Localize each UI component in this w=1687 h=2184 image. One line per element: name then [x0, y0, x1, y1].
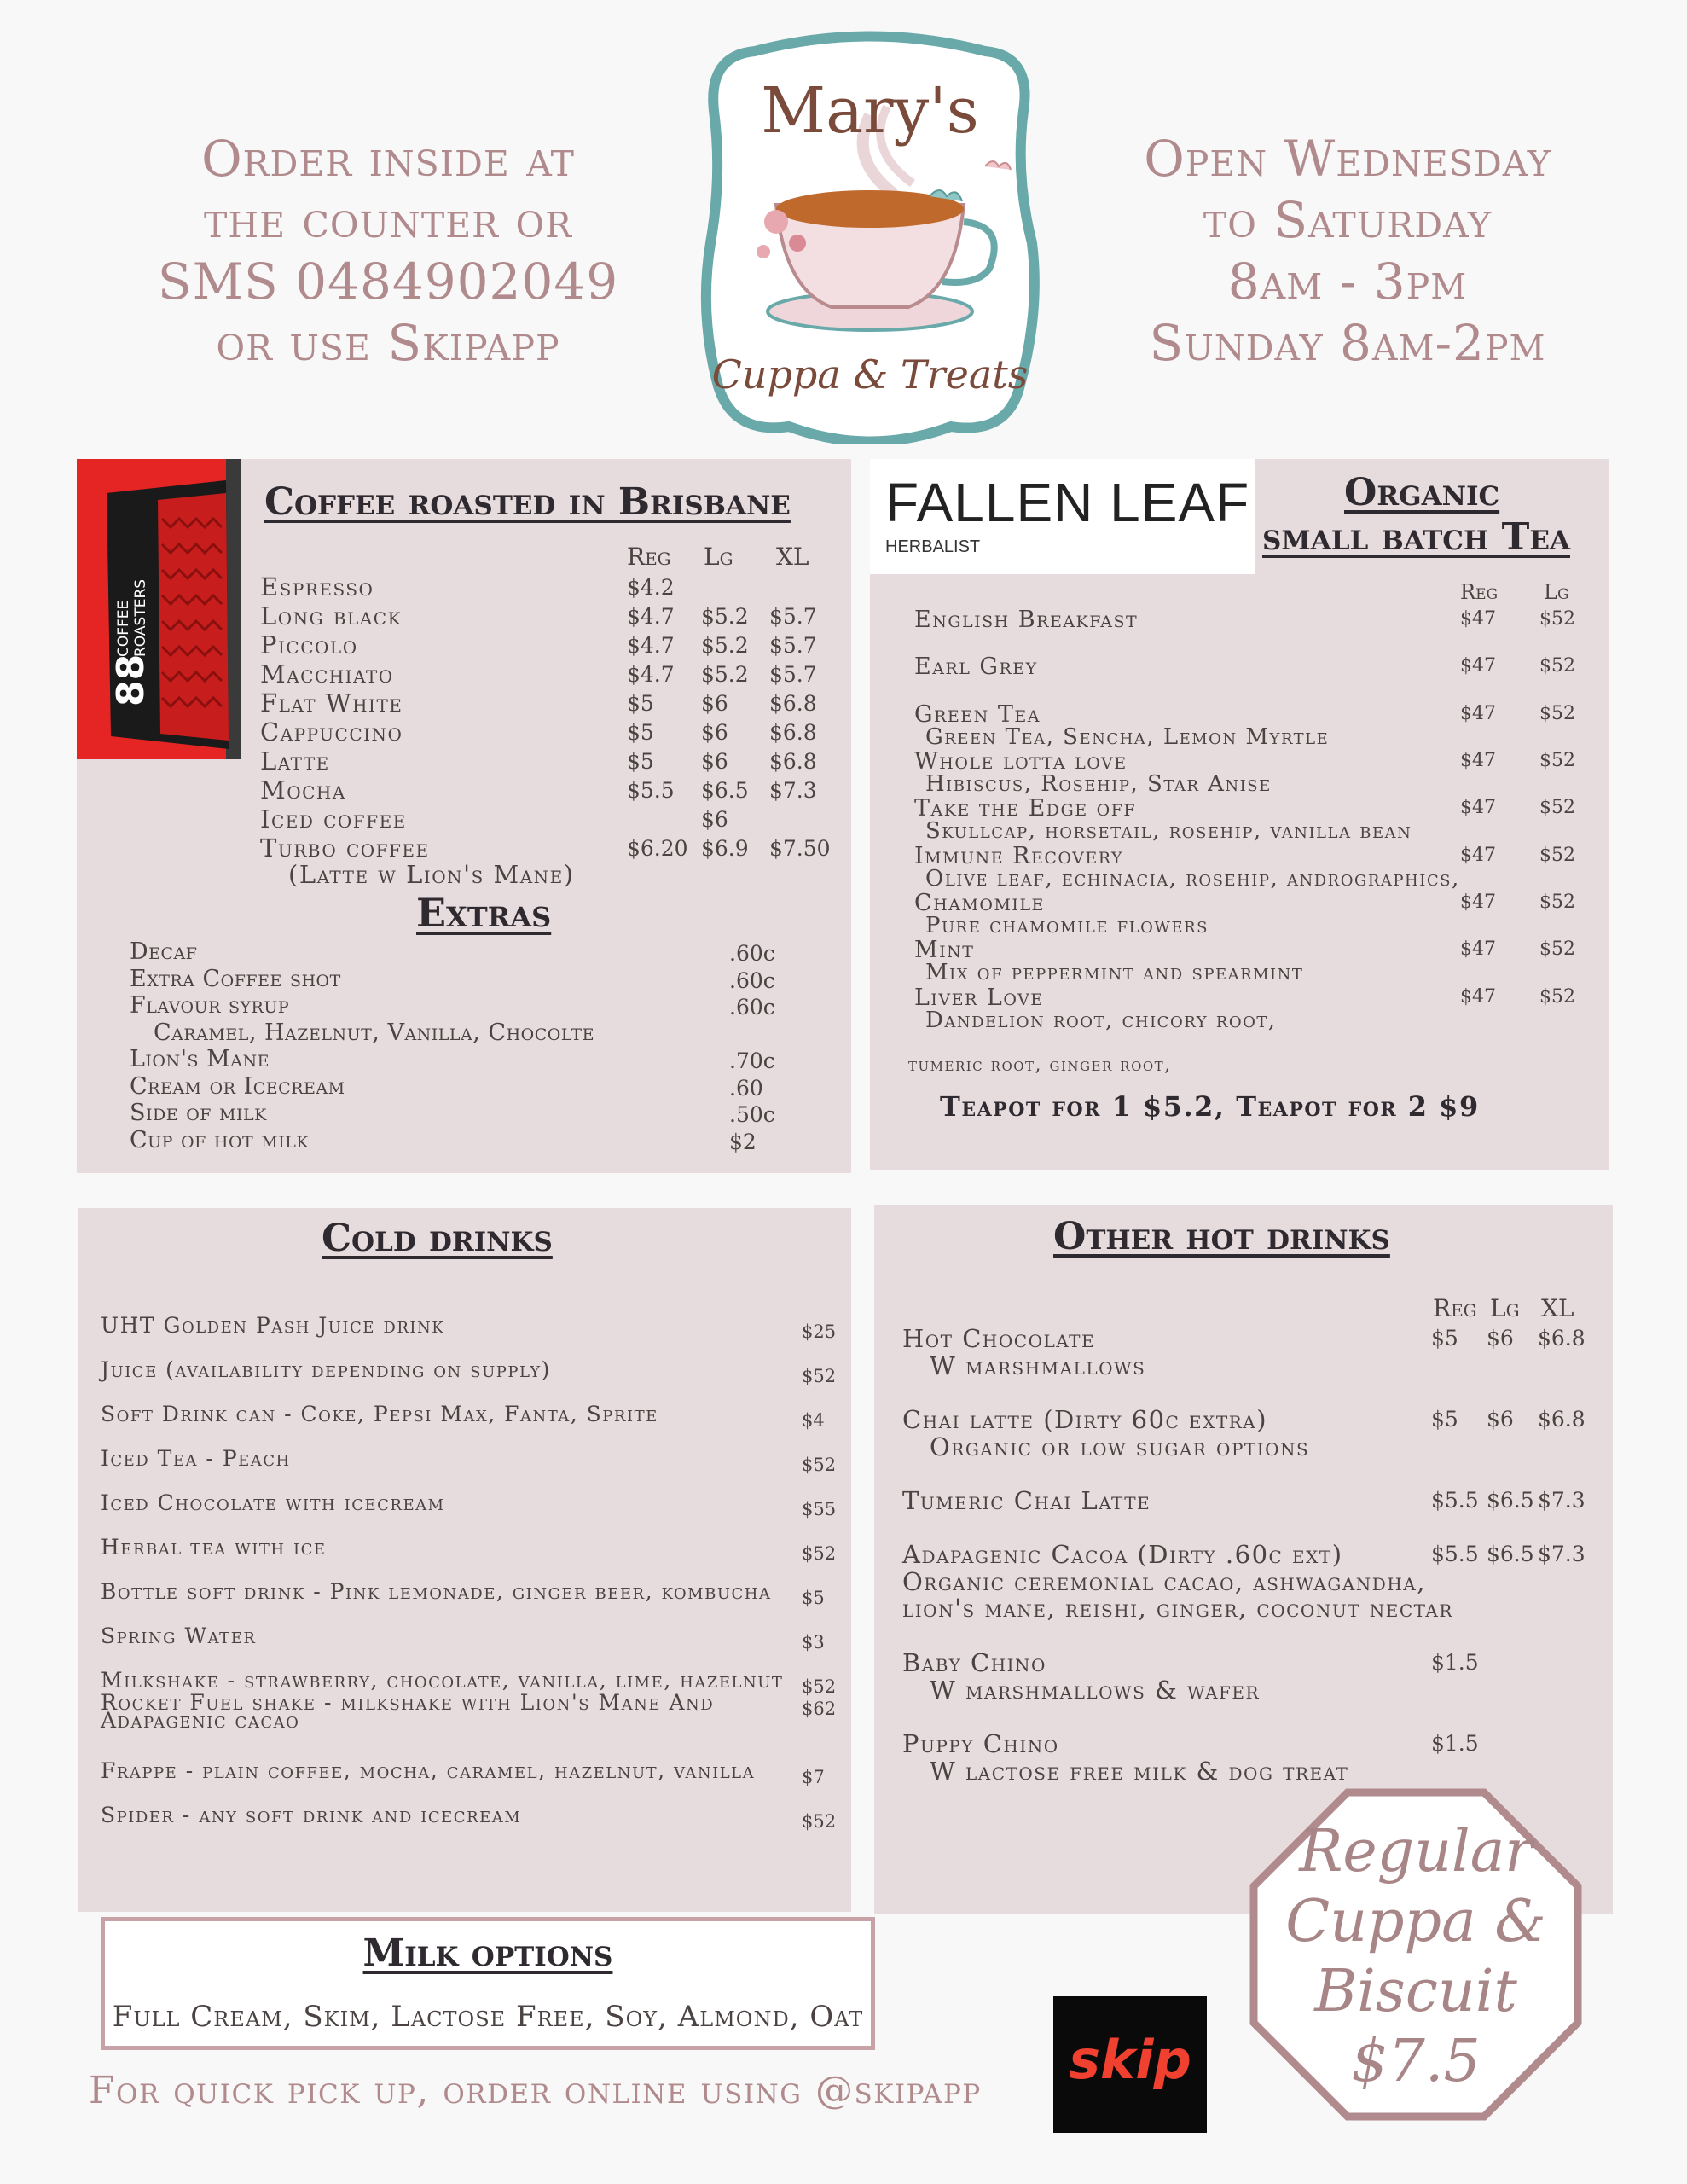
footer-skipapp: For quick pick up, order online using @skipapp	[89, 2069, 982, 2112]
hot-price-xl: $6.8	[1538, 1407, 1586, 1432]
tea-item-note: Dandelion root, chicory root,	[925, 1008, 1277, 1033]
col-xl: XL	[776, 543, 809, 571]
coffee-item-name: Iced coffee	[260, 804, 407, 834]
tea-price-reg: $47	[1460, 608, 1496, 630]
hours-line: to Saturday	[1203, 191, 1493, 249]
coffee-bag-image	[77, 459, 241, 759]
extras-price: .70c	[729, 1048, 775, 1073]
extras-price: .50c	[729, 1102, 775, 1127]
tea-price-lg: $52	[1539, 655, 1575, 677]
tea-price-lg: $52	[1539, 845, 1575, 866]
cold-item-price: $55	[802, 1499, 837, 1519]
bag-number: 88	[109, 653, 153, 706]
bag-word: COFFEE	[115, 600, 132, 657]
extras-item: Caramel, Hazelnut, Vanilla, Chocolte	[154, 1019, 594, 1046]
cacao-note: Organic ceremonial cacao, ashwagandha,	[902, 1567, 1426, 1596]
extras-item: Side of milk	[130, 1100, 267, 1126]
col-reg: Reg	[1433, 1294, 1477, 1322]
cold-item-name: Iced Chocolate with icecream	[101, 1490, 445, 1515]
tea-price-lg: $52	[1539, 938, 1575, 960]
cold-item-price: $52	[802, 1366, 837, 1386]
tea-item-name: Take the Edge off	[914, 795, 1137, 822]
hot-price-lg: $6	[1487, 1326, 1514, 1350]
order-info	[115, 128, 661, 374]
turbo-note: (Latte w Lion's Mane)	[288, 860, 575, 889]
teapot-price: Teapot for 1 $5.2, Teapot for 2 $9	[940, 1090, 1480, 1123]
opening-hours	[1075, 128, 1620, 374]
tea-item-note: Mix of peppermint and spearmint	[925, 960, 1304, 985]
tea-item-name: Green Tea	[914, 701, 1041, 728]
cold-item-price: $25	[802, 1321, 837, 1342]
coffee-price-reg: $4.7	[627, 604, 675, 629]
badge-line: Biscuit	[1314, 1958, 1517, 2025]
coffee-price-xl: $7.50	[769, 836, 831, 861]
extras-item: Extra Coffee shot	[130, 965, 341, 992]
hot-price-reg: $1.5	[1431, 1650, 1479, 1675]
badge-line: Regular	[1299, 1818, 1533, 1885]
coffee-item-name: Espresso	[260, 572, 374, 601]
cold-item-price: $52	[802, 1676, 837, 1697]
coffee-item-name: Long black	[260, 601, 403, 630]
coffee-price-reg: $4.2	[627, 575, 675, 600]
cold-item-name: Spider - any soft drink and icecream	[101, 1803, 522, 1827]
coffee-price-reg: $5	[627, 691, 654, 716]
coffee-price-lg: $6	[701, 720, 728, 745]
hours-line: 8am - 3pm	[1227, 253, 1468, 311]
col-lg: Lg	[704, 543, 733, 571]
coffee-price-reg: $5	[627, 720, 654, 745]
coffee-item-name: Macchiato	[260, 659, 394, 688]
hot-price-lg: $6.5	[1487, 1488, 1534, 1513]
liver-note-2: tumeric root, ginger root,	[908, 1054, 1172, 1076]
skip-logo	[1053, 1996, 1207, 2133]
coffee-price-reg: $6.20	[627, 836, 688, 861]
extras-item: Decaf	[130, 938, 198, 965]
cold-drinks-section	[78, 1208, 851, 1912]
tea-price-lg: $52	[1539, 750, 1575, 771]
coffee-price-lg: $5.2	[701, 604, 749, 629]
extras-title: Extras	[416, 890, 552, 936]
hot-price-reg: $5	[1431, 1407, 1458, 1432]
extras-price: .60	[729, 1075, 763, 1101]
extras-item: Cup of hot milk	[130, 1126, 310, 1153]
tea-section	[870, 459, 1609, 1170]
col-lg: Lg	[1544, 580, 1569, 604]
tea-price-lg: $52	[1539, 608, 1575, 630]
tea-price-reg: $47	[1460, 892, 1496, 913]
extras-price: .60c	[729, 967, 775, 993]
coffee-price-lg: $6	[701, 749, 728, 774]
tea-price-reg: $47	[1460, 986, 1496, 1008]
extras-item: Lion's Mane	[130, 1046, 270, 1072]
coffee-item-name: Flat White	[260, 688, 403, 717]
coffee-price-lg: $6.9	[701, 836, 749, 861]
tea-item-name: Liver Love	[914, 985, 1044, 1011]
coffee-price-xl: $7.3	[769, 778, 817, 803]
cold-item-price: $5	[802, 1588, 825, 1608]
hot-item-note: Organic or low sugar options	[930, 1432, 1310, 1461]
tea-price-reg: $47	[1460, 750, 1496, 771]
tea-title-line2: small batch Tea	[1262, 515, 1570, 559]
coffee-price-lg: $5.2	[701, 662, 749, 687]
cold-item-price: $52	[802, 1811, 837, 1832]
order-line: or use Skipapp	[216, 314, 560, 372]
hot-price-reg: $5.5	[1431, 1488, 1479, 1513]
milk-list: Full Cream, Skim, Lactose Free, Soy, Almond, Oat	[112, 2000, 864, 2034]
tea-item-note: Pure chamomile flowers	[925, 913, 1209, 938]
order-line: SMS 0484902049	[157, 253, 619, 311]
cold-item-name: Juice (availability depending on supply)	[101, 1357, 551, 1382]
marys-logo	[695, 30, 1045, 444]
hot-price-xl: $7.3	[1538, 1542, 1586, 1566]
logo-subtitle: Cuppa & Treats	[711, 351, 1029, 398]
hours-line: Open Wednesday	[1144, 130, 1551, 188]
cold-item-price: $52	[802, 1543, 837, 1564]
tea-item-name: Immune Recovery	[914, 843, 1123, 869]
logo-title: Mary's	[761, 74, 979, 148]
extras-price: .60c	[729, 941, 775, 966]
tea-price-reg: $47	[1460, 797, 1496, 818]
coffee-price-xl: $5.7	[769, 604, 817, 629]
order-line: Order inside at	[201, 130, 575, 188]
brand-subtitle: HERBALIST	[885, 537, 981, 556]
bag-word: ROASTERS	[132, 578, 149, 657]
hot-price-xl: $7.3	[1538, 1488, 1586, 1513]
coffee-price-lg: $6	[701, 691, 728, 716]
hot-item-name: Hot Chocolate	[902, 1324, 1096, 1353]
coffee-item-name: Cappuccino	[260, 717, 403, 746]
cold-item-name: Soft Drink can - Coke, Pepsi Max, Fanta, Sprite	[101, 1402, 658, 1426]
coffee-price-reg: $4.7	[627, 662, 675, 687]
coffee-price-lg: $6	[701, 807, 728, 832]
coffee-price-reg: $4.7	[627, 633, 675, 658]
cold-item-price: $52	[802, 1455, 837, 1475]
hot-item-name: Adapagenic Cacoa (Dirty .60c ext)	[902, 1540, 1343, 1569]
coffee-price-xl: $5.7	[769, 633, 817, 658]
hot-item-note: W marshmallows & wafer	[930, 1676, 1261, 1705]
coffee-price-reg: $5.5	[627, 778, 675, 803]
hot-item-note: W marshmallows	[930, 1351, 1146, 1380]
coffee-item-name: Turbo coffee	[260, 834, 430, 863]
tea-price-reg: $47	[1460, 938, 1496, 960]
hot-price-lg: $6.5	[1487, 1542, 1534, 1566]
col-reg: Reg	[1460, 580, 1499, 604]
coffee-price-lg: $5.2	[701, 633, 749, 658]
badge-price: $7.5	[1351, 2028, 1481, 2095]
milk-options-box	[101, 1917, 875, 2050]
tea-item-name: Earl Grey	[914, 653, 1038, 680]
hot-price-reg: $5.5	[1431, 1542, 1479, 1566]
tea-price-reg: $47	[1460, 703, 1496, 724]
tea-item-note: Olive leaf, echinacia, rosehip, andrographics,	[925, 866, 1460, 892]
col-reg: Reg	[627, 543, 671, 571]
coffee-item-name: Mocha	[260, 775, 346, 804]
tea-price-lg: $52	[1539, 703, 1575, 724]
tea-item-note: Green Tea, Sencha, Lemon Myrtle	[925, 724, 1330, 750]
tea-price-reg: $47	[1460, 845, 1496, 866]
regular-cuppa-badge	[1249, 1817, 1582, 2097]
col-xl: XL	[1541, 1294, 1574, 1322]
cold-item-name: Adapagenic cacao	[101, 1708, 300, 1733]
cold-item-name: Milkshake - strawberry, chocolate, vanilla, lime, hazelnut	[101, 1668, 784, 1693]
tea-price-lg: $52	[1539, 797, 1575, 818]
tea-item-name: English Breakfast	[914, 607, 1139, 633]
cold-item-price: $7	[802, 1767, 825, 1787]
extras-price: $2	[729, 1129, 757, 1154]
tea-item-name: Whole lotta love	[914, 748, 1128, 775]
cacao-note: lion's mane, reishi, ginger, coconut nectar	[902, 1594, 1453, 1623]
hot-price-xl: $6.8	[1538, 1326, 1586, 1350]
hot-title: Other hot drinks	[1053, 1215, 1390, 1258]
cold-item-price: $62	[802, 1699, 837, 1719]
tea-item-note: Skullcap, horsetail, rosehip, vanilla bean	[925, 818, 1412, 844]
cold-item-name: Iced Tea - Peach	[101, 1446, 291, 1471]
hot-price-reg: $5	[1431, 1326, 1458, 1350]
coffee-price-lg: $6.5	[701, 778, 749, 803]
extras-item: Cream or Icecream	[130, 1072, 345, 1100]
hot-price-reg: $1.5	[1431, 1731, 1479, 1756]
hot-item-name: Baby Chino	[902, 1648, 1046, 1677]
tea-item-name: Mint	[914, 937, 975, 963]
badge-line: Cuppa &	[1285, 1888, 1546, 1955]
hot-item-name: Puppy Chino	[902, 1729, 1059, 1758]
hot-item-name: Tumeric Chai Latte	[902, 1486, 1151, 1515]
milk-title: Milk options	[362, 1931, 613, 1975]
tea-item-name: Chamomile	[914, 890, 1045, 916]
brand-name: FALLEN LEAF	[885, 472, 1250, 533]
tea-price-reg: $47	[1460, 655, 1496, 677]
coffee-price-xl: $5.7	[769, 662, 817, 687]
hot-item-name: Chai latte (Dirty 60c extra)	[902, 1405, 1268, 1434]
cold-item-name: Rocket Fuel shake - milkshake with Lion's Mane And	[101, 1690, 715, 1715]
cold-item-price: $4	[802, 1410, 825, 1431]
hot-item-note: W lactose free milk & dog treat	[930, 1757, 1349, 1786]
coffee-price-xl: $6.8	[769, 749, 817, 774]
order-line: the counter or	[204, 191, 572, 249]
tea-item-note: Hibiscus, Rosehip, Star Anise	[925, 771, 1272, 797]
cold-item-name: Herbal tea with ice	[101, 1535, 327, 1560]
cold-item-name: UHT Golden Pash Juice drink	[101, 1313, 445, 1338]
coffee-title: Coffee roasted in Brisbane	[264, 480, 791, 524]
tea-price-lg: $52	[1539, 892, 1575, 913]
cold-item-name: Bottle soft drink - Pink lemonade, ginger beer, kombucha	[101, 1579, 772, 1604]
tea-title-line1: Organic	[1344, 471, 1500, 514]
skip-logo-text: skip	[1069, 2029, 1191, 2091]
extras-price: .60c	[729, 995, 775, 1019]
cold-item-name: Spring Water	[101, 1623, 257, 1648]
coffee-item-name: Latte	[260, 746, 330, 775]
hot-price-lg: $6	[1487, 1407, 1514, 1432]
cold-item-name: Frappe - plain coffee, mocha, caramel, hazelnut, vanilla	[101, 1758, 756, 1783]
coffee-price-xl: $6.8	[769, 691, 817, 716]
coffee-bag-icon	[77, 459, 241, 759]
coffee-price-xl: $6.8	[769, 720, 817, 745]
fallen-leaf-logo	[870, 459, 1255, 574]
cold-item-price: $3	[802, 1632, 825, 1653]
coffee-section	[77, 459, 851, 1173]
coffee-item-name: Piccolo	[260, 630, 358, 659]
col-lg: Lg	[1490, 1294, 1520, 1322]
cold-title: Cold drinks	[322, 1217, 553, 1260]
coffee-price-reg: $5	[627, 749, 654, 774]
extras-item: Flavour syrup	[130, 992, 290, 1019]
tea-price-lg: $52	[1539, 986, 1575, 1008]
hours-line: Sunday 8am-2pm	[1149, 314, 1546, 372]
